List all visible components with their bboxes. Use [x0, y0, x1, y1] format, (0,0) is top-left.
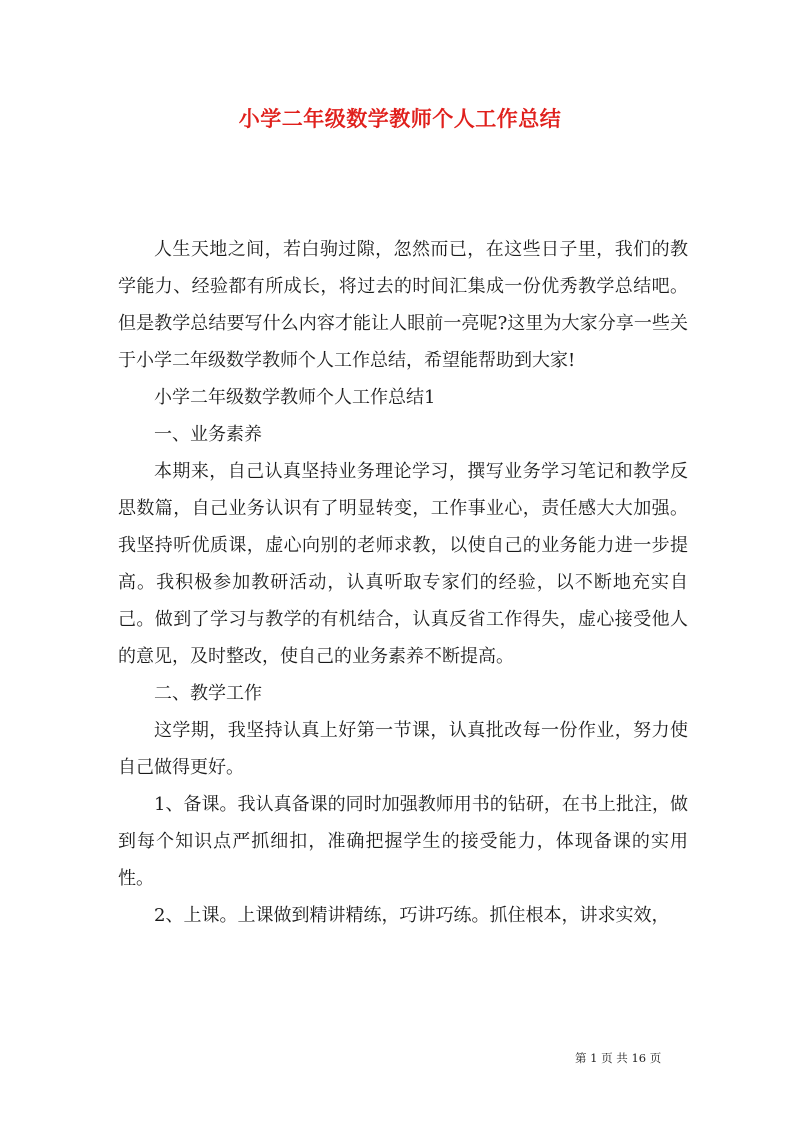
document-title: 小学二年级数学教师个人工作总结	[238, 106, 562, 131]
teaching-work-paragraph: 这学期，我坚持认真上好第一节课，认真批改每一份作业，努力使自己做得更好。	[118, 720, 688, 778]
document-body	[118, 231, 688, 934]
intro-paragraph: 人生天地之间，若白驹过隙，忽然而已，在这些日子里，我们的教学能力、经验都有所成长，将过去的时间汇集成一份优秀教学总结吧。但是教学总结要写什么内容才能让人眼前一亮呢?这里为大家分享一些关于小学二年级数学教师个人工作总结，希望能帮助到大家!	[118, 239, 688, 371]
heading-teaching-work: 二、教学工作	[154, 683, 262, 704]
lesson-prep-paragraph: 1、备课。我认真备课的同时加强教师用书的钻研，在书上批注，做到每个知识点严抓细扣，准确把握学生的接受能力，体现备课的实用性。	[118, 794, 688, 889]
section-title: 小学二年级数学教师个人工作总结1	[154, 387, 436, 408]
class-teaching-paragraph: 2、上课。上课做到精讲精练，巧讲巧练。抓住根本，讲求实效，	[154, 905, 670, 926]
professional-quality-paragraph: 本期来，自己认真坚持业务理论学习，撰写业务学习笔记和教学反思数篇，自己业务认识有了明显转变，工作事业心，责任感大大加强。我坚持听优质课，虚心向别的老师求教，以使自己的业务能力进一步提高。我积极参加教研活动，认真听取专家们的经验，以不断地充实自己。做到了学习与教学的有机结合，认真反省工作得失，虚心接受他人的意见，及时整改，使自己的业务素养不断提高。	[118, 461, 688, 667]
page-number: 第 1 页 共 16 页	[575, 1051, 662, 1065]
heading-professional-quality: 一、业务素养	[154, 424, 262, 445]
